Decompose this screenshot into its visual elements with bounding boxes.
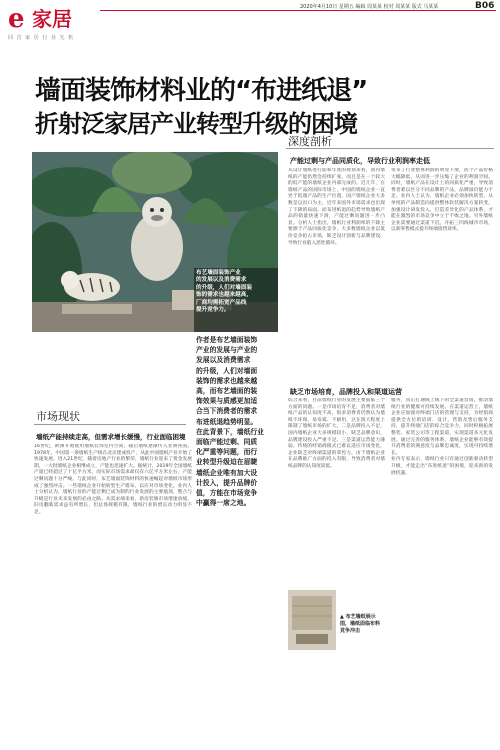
article-column: 带来了行业整体利润的明显下滑，而个产品价格大幅降低，从而进一步压缩了企业的利润空间。同时，墙纸产品在设计上的同质化严重，导致消费者难以区分不同品牌的产品，品牌溢价能力不足。业内人士认为，墙纸企业必须加快转型，从单纯的产品制造向提供整体软装解决方案转变，加强设计研发投入，打造差异化的产品体系，才能在激烈的市场竞争中立于不败之地。另外墙纸企业需要通过渠道下沉，开拓三四线城市市场，以新零售模式提升终端销售效率。 <box>391 168 493 233</box>
pull-quote-line: 作者是布艺墙面装饰 <box>196 336 258 344</box>
section-title-deep-analysis: 深度剖析 <box>288 135 332 148</box>
pull-quote-line: 值，方能在市场竞争 <box>196 489 258 498</box>
logo-title: 家居 <box>32 7 72 31</box>
photo-caption-line: 厂商均需拓宽产品线 <box>196 299 247 306</box>
section-rule <box>286 148 494 149</box>
photo-caption-line: 的发展以及消费需求 <box>196 277 247 284</box>
pull-quote-line: 在此背景下，墙纸行业 <box>196 427 264 436</box>
headline-line-2: 折射泛家居产业转型升级的困境 <box>35 110 357 138</box>
subheading-brand-channel: 缺乏市场培育，品牌投入和渠道运营 <box>290 388 402 396</box>
article-column <box>391 398 493 638</box>
photo-caption <box>196 270 276 330</box>
pull-quote-line: 计投入，提升品牌价 <box>196 478 258 487</box>
photo-caption-line: 布艺墙面装饰产业 <box>196 270 241 276</box>
caption-line: 图，墙纸面临布料 <box>340 621 381 627</box>
pull-quote-line: 装饰的需求也越来越 <box>196 376 258 385</box>
pull-quote-line: 发展以及消费需求 <box>196 356 251 365</box>
pull-quote-line: 业转型升级迫在眉睫 <box>196 458 258 467</box>
photo-caption-line: 饰的需求也越来越高， <box>196 292 252 299</box>
pull-quote-line: 布进纸退趋势明显。 <box>196 417 258 426</box>
article-column: 16世纪，欧洲开始使用墙纸装饰室内空间，随后墙纸逐渐传入亚洲各国。1978年，中国第一条墙纸生产线在北京建成投产，从此中国墙纸产业开始了快速发展。进入21世纪，随着房地产行业的繁荣，墙纸行业迎来了黄金发展期，一大批墙纸企业相继成立，产能也迅速扩大。据统计，2019年全国墙纸产量已经超过了十亿平方米，而实际市场需求却仅有六亿平方米左右，产能过剩问题十分严峻。与此同时，布艺墙面装饰材料的快速崛起对墙纸市场形成了强烈冲击。一些墙纸企业开始转型生产墙布，以应对市场变化。业内人士分析认为，墙纸行业的产能过剩已成为制约行业发展的主要瓶颈，整合与升级是行业未来发展的必由之路。从需求端来看，新房装修市场增速放缓，旧房翻新需求虽有所增长，但总体规模有限，墙纸行业的增长动力明显不足。 <box>34 444 192 515</box>
pull-quote-line: 合当下消费者的需求 <box>196 407 258 416</box>
product-photo-caption <box>340 614 386 635</box>
subheading-overcapacity: 产能过剩与产品同质化，导致行业利润率走低 <box>290 157 430 165</box>
fabric-wall-illustration <box>288 590 336 650</box>
section-title-market: 市场现状 <box>36 410 80 423</box>
section-rule <box>34 424 186 425</box>
masthead-rule <box>100 10 496 11</box>
dateline: 2020年4月10日 星期五 编辑 周某某 校对 周某某 版式 马某某 <box>300 4 439 10</box>
caption-line: ▲ 布艺墙纸展示 <box>340 614 376 620</box>
headline-line-1: 墙面装饰材料业的“布进纸退” <box>35 76 368 106</box>
pull-quote-line: 化严重等问题，而行 <box>196 448 258 457</box>
page-number: B06 <box>475 1 495 11</box>
pull-quote-line: 墙纸企业唯有加大设 <box>196 468 258 477</box>
article-column: 综合来看，目前墙纸行业的发展主要面临三个方面的问题。一是市场培育不足，消费者对墙纸产品的认知度不高，很多消费者仍然认为墙纸不环保、易发霉、不耐用，这在很大程度上限制了墙纸市场的扩大。二是品牌投入不足，国内墙纸企业大多规模较小，缺乏品牌意识，品牌建设投入严重不足。三是渠道运营能力薄弱，传统的经销商模式已难以适应市场变化，企业缺乏对终端渠道的掌控力。由于墙纸企业在品牌推广方面的投入有限，导致消费者对墙纸品牌的认知度较低。 <box>288 398 385 469</box>
photo-caption-line: 的升级，人们对墙面装 <box>196 284 252 291</box>
pull-quote <box>196 335 282 595</box>
product-photo <box>288 590 336 650</box>
logo-tagline: 回 首 家 居 行 业 先 机 <box>8 35 75 41</box>
subheading-market: 墙纸产能持续走高，但需求增长缓慢，行业面临困境 <box>36 433 186 441</box>
pull-quote-line: 中赢得一席之地。 <box>196 499 251 508</box>
pull-quote-line: 面临产能过剩、同质 <box>196 438 258 447</box>
caption-line: 竞争冲击 <box>340 628 361 634</box>
pull-quote-line: 的升级，人们对墙面 <box>196 366 258 375</box>
article-paragraph: 业内专家表示，墙纸行业只有通过创新驱动转型升级，才能走出“布进纸退”的困境，迎来新的发展机遇。 <box>391 457 493 476</box>
masthead <box>0 0 500 46</box>
pull-quote-line: 饰效果与质感更加适 <box>196 397 258 406</box>
logo-e-letter: e <box>8 4 25 34</box>
article-column: 从设计墙纸进行面和年度的规划来看，国内墙纸的产能仍然会持续扩张，而且是在一个较大的低产能的墙纸企业内部完成的。近几年，在墙纸产品的国际市场上，中国的墙纸企业一直处于低端产品的生产位置，国产墙纸企业大多数是以出口为主，近年来国外市场需求也出现了下降的局面。而布进纸退的趋势导致墙纸产品的销量快速下滑，产能过剩问题进一步凸显。分析人士指出，墙纸行业利润率的下降主要源于产品同质化竞争，大多数墙纸企业以低价竞争抢占市场，缺乏设计创新与品牌建设，导致行业陷入恶性循环。 <box>288 168 385 246</box>
pull-quote-line: 高，而布艺墙面的装 <box>196 387 258 396</box>
pull-quote-line: 产业的发展与产业的 <box>196 346 258 355</box>
article-paragraph: 服务，真正打通线上线下的全渠道营销，推动墙纸行业的健康可持续发展。在渠道运营上，墙纸企业应加强对终端门店的管理与支持，为经销商提供全方位的培训、设计、营销及售后服务支持，提升终端门店的综合竞争力。同时积极拓展整装、家装公司等工程渠道，实现渠道多元化发展。通过完善的服务体系，墙纸企业能够有效提升消费者的满意度与品牌忠诚度，实现可持续增长。 <box>391 398 493 456</box>
photo-caption-line: 提升竞争力。 <box>196 307 230 314</box>
